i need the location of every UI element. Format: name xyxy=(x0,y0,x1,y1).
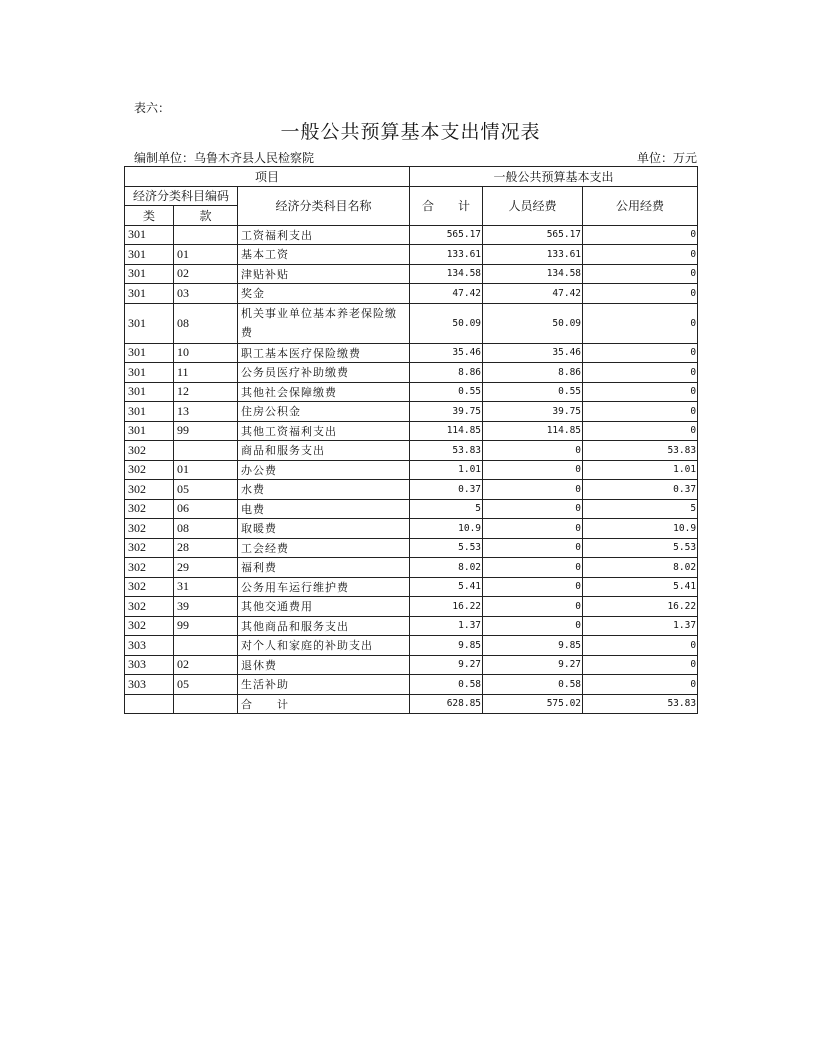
table-row xyxy=(125,558,698,578)
subject-name-cell: 取暖费 xyxy=(238,519,410,539)
total-cell: 1.37 xyxy=(410,616,483,636)
personnel-cell: 0 xyxy=(483,519,583,539)
class-code-cell: 303 xyxy=(125,636,174,656)
item-code-cell: 39 xyxy=(174,597,238,617)
item-code-cell: 08 xyxy=(174,303,238,343)
item-code-cell: 02 xyxy=(174,264,238,284)
item-code-cell: 99 xyxy=(174,421,238,441)
table-row xyxy=(125,675,698,695)
item-code-cell: 01 xyxy=(174,245,238,265)
table-row xyxy=(125,577,698,597)
total-cell: 9.85 xyxy=(410,636,483,656)
total-header: 合 计 xyxy=(410,186,483,225)
personnel-cell: 134.58 xyxy=(483,264,583,284)
public-cell: 0 xyxy=(583,675,698,695)
public-cell: 53.83 xyxy=(583,694,698,714)
table-row xyxy=(125,382,698,402)
personnel-cell: 0 xyxy=(483,577,583,597)
item-code-cell: 31 xyxy=(174,577,238,597)
personnel-cell: 9.27 xyxy=(483,655,583,675)
public-cell: 5 xyxy=(583,499,698,519)
code-group-header: 经济分类科目编码 xyxy=(125,186,238,206)
table-row xyxy=(125,460,698,480)
class-code-cell: 302 xyxy=(125,441,174,461)
name-header: 经济分类科目名称 xyxy=(238,186,410,225)
class-code-cell: 301 xyxy=(125,225,174,245)
table-row xyxy=(125,694,698,714)
item-code-cell: 11 xyxy=(174,363,238,383)
total-cell: 114.85 xyxy=(410,421,483,441)
item-code-cell: 05 xyxy=(174,480,238,500)
table-row xyxy=(125,225,698,245)
public-cell: 0 xyxy=(583,363,698,383)
subject-name-cell: 基本工资 xyxy=(238,245,410,265)
class-code-cell: 302 xyxy=(125,597,174,617)
class-code-cell: 301 xyxy=(125,343,174,363)
class-code-cell: 301 xyxy=(125,303,174,343)
public-cell: 53.83 xyxy=(583,441,698,461)
public-cell: 0 xyxy=(583,284,698,304)
personnel-cell: 0 xyxy=(483,480,583,500)
table-row xyxy=(125,499,698,519)
project-header: 项目 xyxy=(125,167,410,187)
total-cell: 5.41 xyxy=(410,577,483,597)
subject-name-cell: 职工基本医疗保险缴费 xyxy=(238,343,410,363)
item-code-cell: 10 xyxy=(174,343,238,363)
item-code-cell xyxy=(174,694,238,714)
subject-name-cell: 福利费 xyxy=(238,558,410,578)
subject-name-cell: 工会经费 xyxy=(238,538,410,558)
item-code-cell: 13 xyxy=(174,402,238,422)
table-row xyxy=(125,616,698,636)
item-code-cell: 99 xyxy=(174,616,238,636)
personnel-cell: 47.42 xyxy=(483,284,583,304)
table-row xyxy=(125,441,698,461)
personnel-cell: 50.09 xyxy=(483,303,583,343)
budget-group-header: 一般公共预算基本支出 xyxy=(410,167,698,187)
subject-name-cell: 退休费 xyxy=(238,655,410,675)
kuan-header: 款 xyxy=(174,206,238,226)
item-code-cell: 12 xyxy=(174,382,238,402)
class-code-cell: 301 xyxy=(125,421,174,441)
total-cell: 9.27 xyxy=(410,655,483,675)
class-code-cell: 301 xyxy=(125,264,174,284)
public-cell: 0 xyxy=(583,402,698,422)
table-row xyxy=(125,597,698,617)
total-cell: 134.58 xyxy=(410,264,483,284)
item-code-cell: 29 xyxy=(174,558,238,578)
total-cell: 50.09 xyxy=(410,303,483,343)
subject-name-cell: 公务员医疗补助缴费 xyxy=(238,363,410,383)
total-cell: 565.17 xyxy=(410,225,483,245)
table-row xyxy=(125,343,698,363)
class-code-cell: 302 xyxy=(125,460,174,480)
item-code-cell: 28 xyxy=(174,538,238,558)
personnel-cell: 0 xyxy=(483,499,583,519)
personnel-cell: 114.85 xyxy=(483,421,583,441)
personnel-cell: 9.85 xyxy=(483,636,583,656)
item-code-cell xyxy=(174,441,238,461)
subject-name-cell: 住房公积金 xyxy=(238,402,410,422)
class-code-cell: 301 xyxy=(125,402,174,422)
table-row xyxy=(125,655,698,675)
page-title: 一般公共预算基本支出情况表 xyxy=(280,121,541,143)
class-code-cell: 301 xyxy=(125,284,174,304)
subject-name-cell: 其他工资福利支出 xyxy=(238,421,410,441)
public-cell: 10.9 xyxy=(583,519,698,539)
total-cell: 133.61 xyxy=(410,245,483,265)
total-cell: 47.42 xyxy=(410,284,483,304)
total-cell: 16.22 xyxy=(410,597,483,617)
table-row xyxy=(125,245,698,265)
subject-name-cell: 奖金 xyxy=(238,284,410,304)
personnel-cell: 0 xyxy=(483,460,583,480)
table-row xyxy=(125,284,698,304)
public-cell: 0 xyxy=(583,303,698,343)
table-row xyxy=(125,538,698,558)
personnel-cell: 0 xyxy=(483,558,583,578)
personnel-cell: 0 xyxy=(483,616,583,636)
item-code-cell xyxy=(174,636,238,656)
table-row xyxy=(125,480,698,500)
item-code-cell: 08 xyxy=(174,519,238,539)
personnel-cell: 0.55 xyxy=(483,382,583,402)
budget-table xyxy=(124,166,698,714)
class-code-cell: 301 xyxy=(125,382,174,402)
class-code-cell: 303 xyxy=(125,655,174,675)
public-cell: 0.37 xyxy=(583,480,698,500)
personnel-header: 人员经费 xyxy=(483,186,583,225)
total-cell: 8.02 xyxy=(410,558,483,578)
personnel-cell: 35.46 xyxy=(483,343,583,363)
total-cell: 39.75 xyxy=(410,402,483,422)
total-cell: 35.46 xyxy=(410,343,483,363)
public-cell: 0 xyxy=(583,655,698,675)
public-cell: 0 xyxy=(583,382,698,402)
class-code-cell: 302 xyxy=(125,558,174,578)
table-body xyxy=(125,225,698,714)
personnel-cell: 575.02 xyxy=(483,694,583,714)
subject-name-cell: 其他社会保障缴费 xyxy=(238,382,410,402)
table-row xyxy=(125,636,698,656)
subject-name-cell: 对个人和家庭的补助支出 xyxy=(238,636,410,656)
public-cell: 5.53 xyxy=(583,538,698,558)
public-cell: 0 xyxy=(583,343,698,363)
subject-name-cell: 办公费 xyxy=(238,460,410,480)
public-cell: 1.37 xyxy=(583,616,698,636)
table-row xyxy=(125,402,698,422)
item-code-cell: 02 xyxy=(174,655,238,675)
class-code-cell xyxy=(125,694,174,714)
table-row xyxy=(125,421,698,441)
public-cell: 8.02 xyxy=(583,558,698,578)
subject-name-cell: 合 计 xyxy=(238,694,410,714)
total-cell: 1.01 xyxy=(410,460,483,480)
subject-name-cell: 电费 xyxy=(238,499,410,519)
table-row xyxy=(125,303,698,343)
personnel-cell: 0 xyxy=(483,441,583,461)
subject-name-cell: 生活补助 xyxy=(238,675,410,695)
class-code-cell: 302 xyxy=(125,519,174,539)
total-cell: 53.83 xyxy=(410,441,483,461)
personnel-cell: 39.75 xyxy=(483,402,583,422)
public-cell: 0 xyxy=(583,225,698,245)
public-cell: 0 xyxy=(583,264,698,284)
item-code-cell xyxy=(174,225,238,245)
total-cell: 0.55 xyxy=(410,382,483,402)
public-cell: 0 xyxy=(583,245,698,265)
item-code-cell: 01 xyxy=(174,460,238,480)
compiling-unit: 编制单位：乌鲁木齐县人民检察院 xyxy=(134,151,315,165)
subject-name-cell: 其他交通费用 xyxy=(238,597,410,617)
table-row xyxy=(125,519,698,539)
subject-name-cell: 公务用车运行维护费 xyxy=(238,577,410,597)
table-header xyxy=(125,167,698,226)
class-code-cell: 301 xyxy=(125,363,174,383)
public-cell: 0 xyxy=(583,636,698,656)
public-cell: 5.41 xyxy=(583,577,698,597)
class-code-cell: 302 xyxy=(125,499,174,519)
table-row xyxy=(125,264,698,284)
class-code-cell: 302 xyxy=(125,538,174,558)
table-row xyxy=(125,363,698,383)
personnel-cell: 0.58 xyxy=(483,675,583,695)
table-number-label: 表六： xyxy=(134,101,171,115)
total-cell: 628.85 xyxy=(410,694,483,714)
total-cell: 10.9 xyxy=(410,519,483,539)
subject-name-cell: 其他商品和服务支出 xyxy=(238,616,410,636)
class-code-cell: 302 xyxy=(125,480,174,500)
total-cell: 0.37 xyxy=(410,480,483,500)
personnel-cell: 0 xyxy=(483,538,583,558)
subject-name-cell: 商品和服务支出 xyxy=(238,441,410,461)
personnel-cell: 0 xyxy=(483,597,583,617)
class-code-cell: 302 xyxy=(125,577,174,597)
subject-name-cell: 工资福利支出 xyxy=(238,225,410,245)
item-code-cell: 05 xyxy=(174,675,238,695)
public-header: 公用经费 xyxy=(583,186,698,225)
public-cell: 0 xyxy=(583,421,698,441)
subject-name-cell: 水费 xyxy=(238,480,410,500)
total-cell: 0.58 xyxy=(410,675,483,695)
personnel-cell: 133.61 xyxy=(483,245,583,265)
item-code-cell: 06 xyxy=(174,499,238,519)
public-cell: 16.22 xyxy=(583,597,698,617)
personnel-cell: 8.86 xyxy=(483,363,583,383)
class-code-cell: 302 xyxy=(125,616,174,636)
item-code-cell: 03 xyxy=(174,284,238,304)
total-cell: 5.53 xyxy=(410,538,483,558)
currency-unit: 单位：万元 xyxy=(636,151,697,165)
public-cell: 1.01 xyxy=(583,460,698,480)
lei-header: 类 xyxy=(125,206,174,226)
subject-name-cell: 津贴补贴 xyxy=(238,264,410,284)
class-code-cell: 303 xyxy=(125,675,174,695)
subject-name-cell: 机关事业单位基本养老保险缴费 xyxy=(238,303,410,343)
total-cell: 5 xyxy=(410,499,483,519)
personnel-cell: 565.17 xyxy=(483,225,583,245)
class-code-cell: 301 xyxy=(125,245,174,265)
total-cell: 8.86 xyxy=(410,363,483,383)
